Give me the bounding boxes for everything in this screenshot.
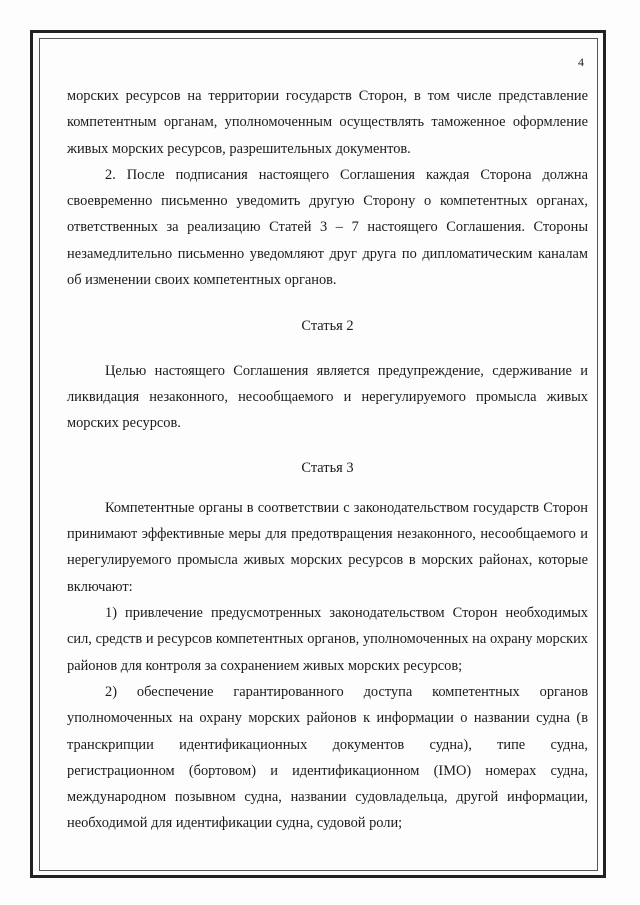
document-body (67, 83, 588, 837)
heading-article-3: Статья 3 (301, 459, 354, 476)
paragraph-continuation: морских ресурсов на территории государств Сторон, в том числе представление компетентным органам, уполномоченным осуществлять таможенное оформление живых морских ресурсов, разрешительных документов. (67, 88, 588, 157)
heading-article-2: Статья 2 (301, 318, 354, 335)
list-item-2: 2) обеспечение гарантированного доступа компетентных органов уполномоченных на охрану морских районов к информации о названии судна (в транскрипции идентификационных документов судна), типе судна, регистрационном (бортовом) и идентификационном (IMO) номерах судна, международном позывном судна, названии судовладельца, другой информации, необходимой для идентификации судна, судовой роли; (67, 683, 588, 832)
page-number: 4 (578, 55, 584, 69)
paragraph-article-2: Целью настоящего Соглашения является предупреждение, сдерживание и ликвидация незаконного, несообщаемого и нерегулируемого промысла живых морских ресурсов. (67, 362, 588, 432)
paragraph-article-3-intro: Компетентные органы в соответствии с законодательством государств Сторон принимают эффективные меры для предотвращения незаконного, несообщаемого и нерегулируемого промысла живых морских ресурсов в морских районах, которые включают: (67, 499, 588, 595)
paragraph-clause-2: 2. После подписания настоящего Соглашения каждая Сторона должна своевременно письменно уведомить другую Сторону о компетентных органах, ответственных за реализацию Статей 3 – 7 настоящего Соглашения. Стороны незамедлительно письменно уведомляют друг друга по дипломатическим каналам об изменении своих компетентных органов. (67, 166, 588, 289)
list-item-1: 1) привлечение предусмотренных законодательством Сторон необходимых сил, средств и ресурсов компетентных органов, уполномоченных на охрану морских районов для контроля за сохранением живых морских ресурсов; (67, 605, 588, 674)
